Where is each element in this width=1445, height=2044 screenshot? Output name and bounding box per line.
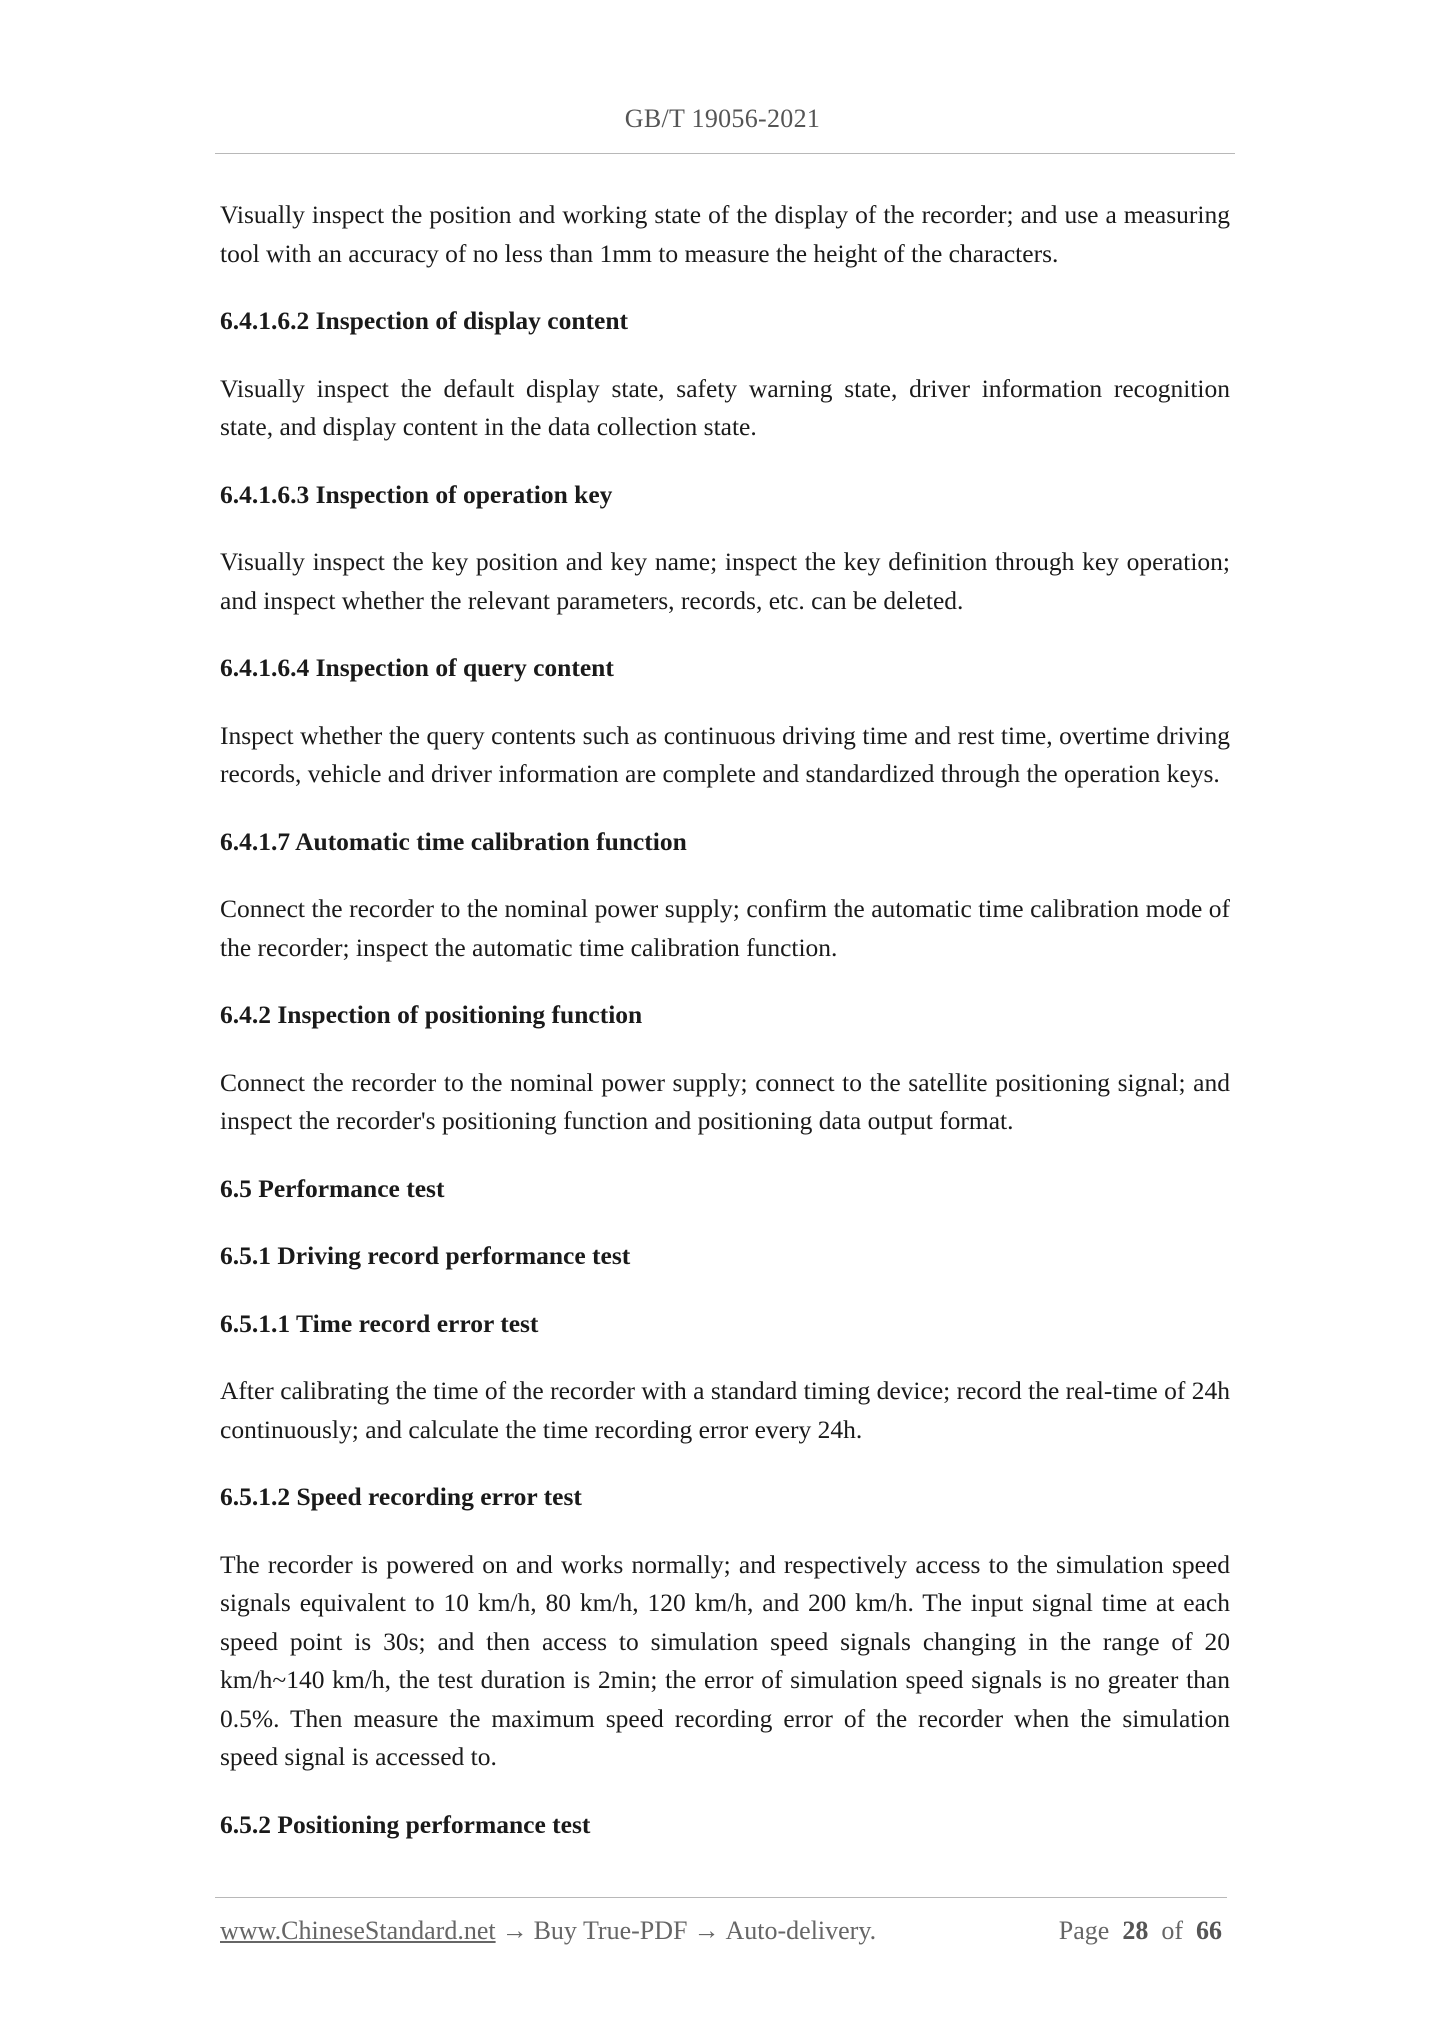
of-label: of	[1161, 1916, 1183, 1945]
document-header	[0, 104, 1445, 134]
section-heading-6-5: 6.5 Performance test	[220, 1173, 445, 1203]
footer-divider	[215, 1897, 1227, 1898]
section-heading-6-5-1: 6.5.1 Driving record performance test	[220, 1241, 631, 1270]
section-heading-6-4-1-6-3: 6.4.1.6.3 Inspection of operation key	[220, 479, 613, 509]
section-heading-6-5-1-2: 6.5.1.2 Speed recording error test	[220, 1482, 582, 1511]
document-id: GB/T 19056-2021	[624, 104, 821, 133]
paragraph-time-calibration: Connect the recorder to the nominal power supply; confirm the automatic time calibration mode of the recorder; inspect the automatic time calibration function.	[220, 894, 1230, 962]
arrow-right-icon: →	[693, 1916, 720, 1945]
paragraph-operation-key: Visually inspect the key position and key name; inspect the key definition through key operation; and inspect whether the relevant parameters, records, etc. can be deleted.	[220, 547, 1230, 615]
paragraph-speed-recording-error: The recorder is powered on and works normally; and respectively access to the simulation speed signals equivalent to 10 km/h, 80 km/h, 120 km/h, and 200 km/h. The input signal time at each speed point is 30s; and then access to simulation speed signals changing in the range of 20 km/h~140 km/h, the test duration is 2min; the error of simulation speed signals is no greater than 0.5%. Then measure the maximum speed recording error of the recorder when the simulation speed signal is accessed to.	[220, 1549, 1230, 1771]
section-heading-6-4-1-6-4: 6.4.1.6.4 Inspection of query content	[220, 653, 614, 682]
total-pages: 66	[1196, 1916, 1222, 1945]
header-divider	[215, 153, 1235, 154]
paragraph-query-content: Inspect whether the query contents such as continuous driving time and rest time, overtime driving records, vehicle and driver information are complete and standardized through the operation keys.	[220, 720, 1230, 788]
paragraph-display-content: Visually inspect the default display state, safety warning state, driver information recognition state, and display content in the data collection state.	[220, 373, 1230, 441]
paragraph-positioning-function: Connect the recorder to the nominal power supply; connect to the satellite positioning signal; and inspect the recorder's positioning function and positioning data output format.	[220, 1067, 1230, 1135]
page-indicator	[1059, 1916, 1222, 1946]
paragraph-display-position: Visually inspect the position and working state of the display of the recorder; and use a measuring tool with an accuracy of no less than 1mm to measure the height of the characters.	[220, 200, 1230, 268]
page-number: 28	[1122, 1916, 1149, 1945]
buy-pdf-text: Buy True-PDF	[533, 1916, 688, 1945]
section-heading-6-4-1-6-2: 6.4.1.6.2 Inspection of display content	[220, 306, 629, 335]
section-heading-6-5-1-1: 6.5.1.1 Time record error test	[220, 1308, 539, 1338]
section-heading-6-4-2: 6.4.2 Inspection of positioning function	[220, 1000, 643, 1029]
section-heading-6-5-2: 6.5.2 Positioning performance test	[220, 1809, 591, 1839]
paragraph-time-record-error: After calibrating the time of the recorder with a standard timing device; record the real-time of 24h continuously; and calculate the time recording error every 24h.	[220, 1376, 1230, 1444]
page-label: Page	[1058, 1916, 1110, 1945]
site-link[interactable]: www.ChineseStandard.net	[220, 1916, 496, 1945]
auto-delivery-text: Auto-delivery.	[725, 1916, 877, 1945]
arrow-right-icon: →	[501, 1916, 528, 1945]
document-body	[220, 196, 1230, 1873]
footer-promo	[220, 1916, 876, 1946]
section-heading-6-4-1-7: 6.4.1.7 Automatic time calibration function	[220, 826, 687, 856]
